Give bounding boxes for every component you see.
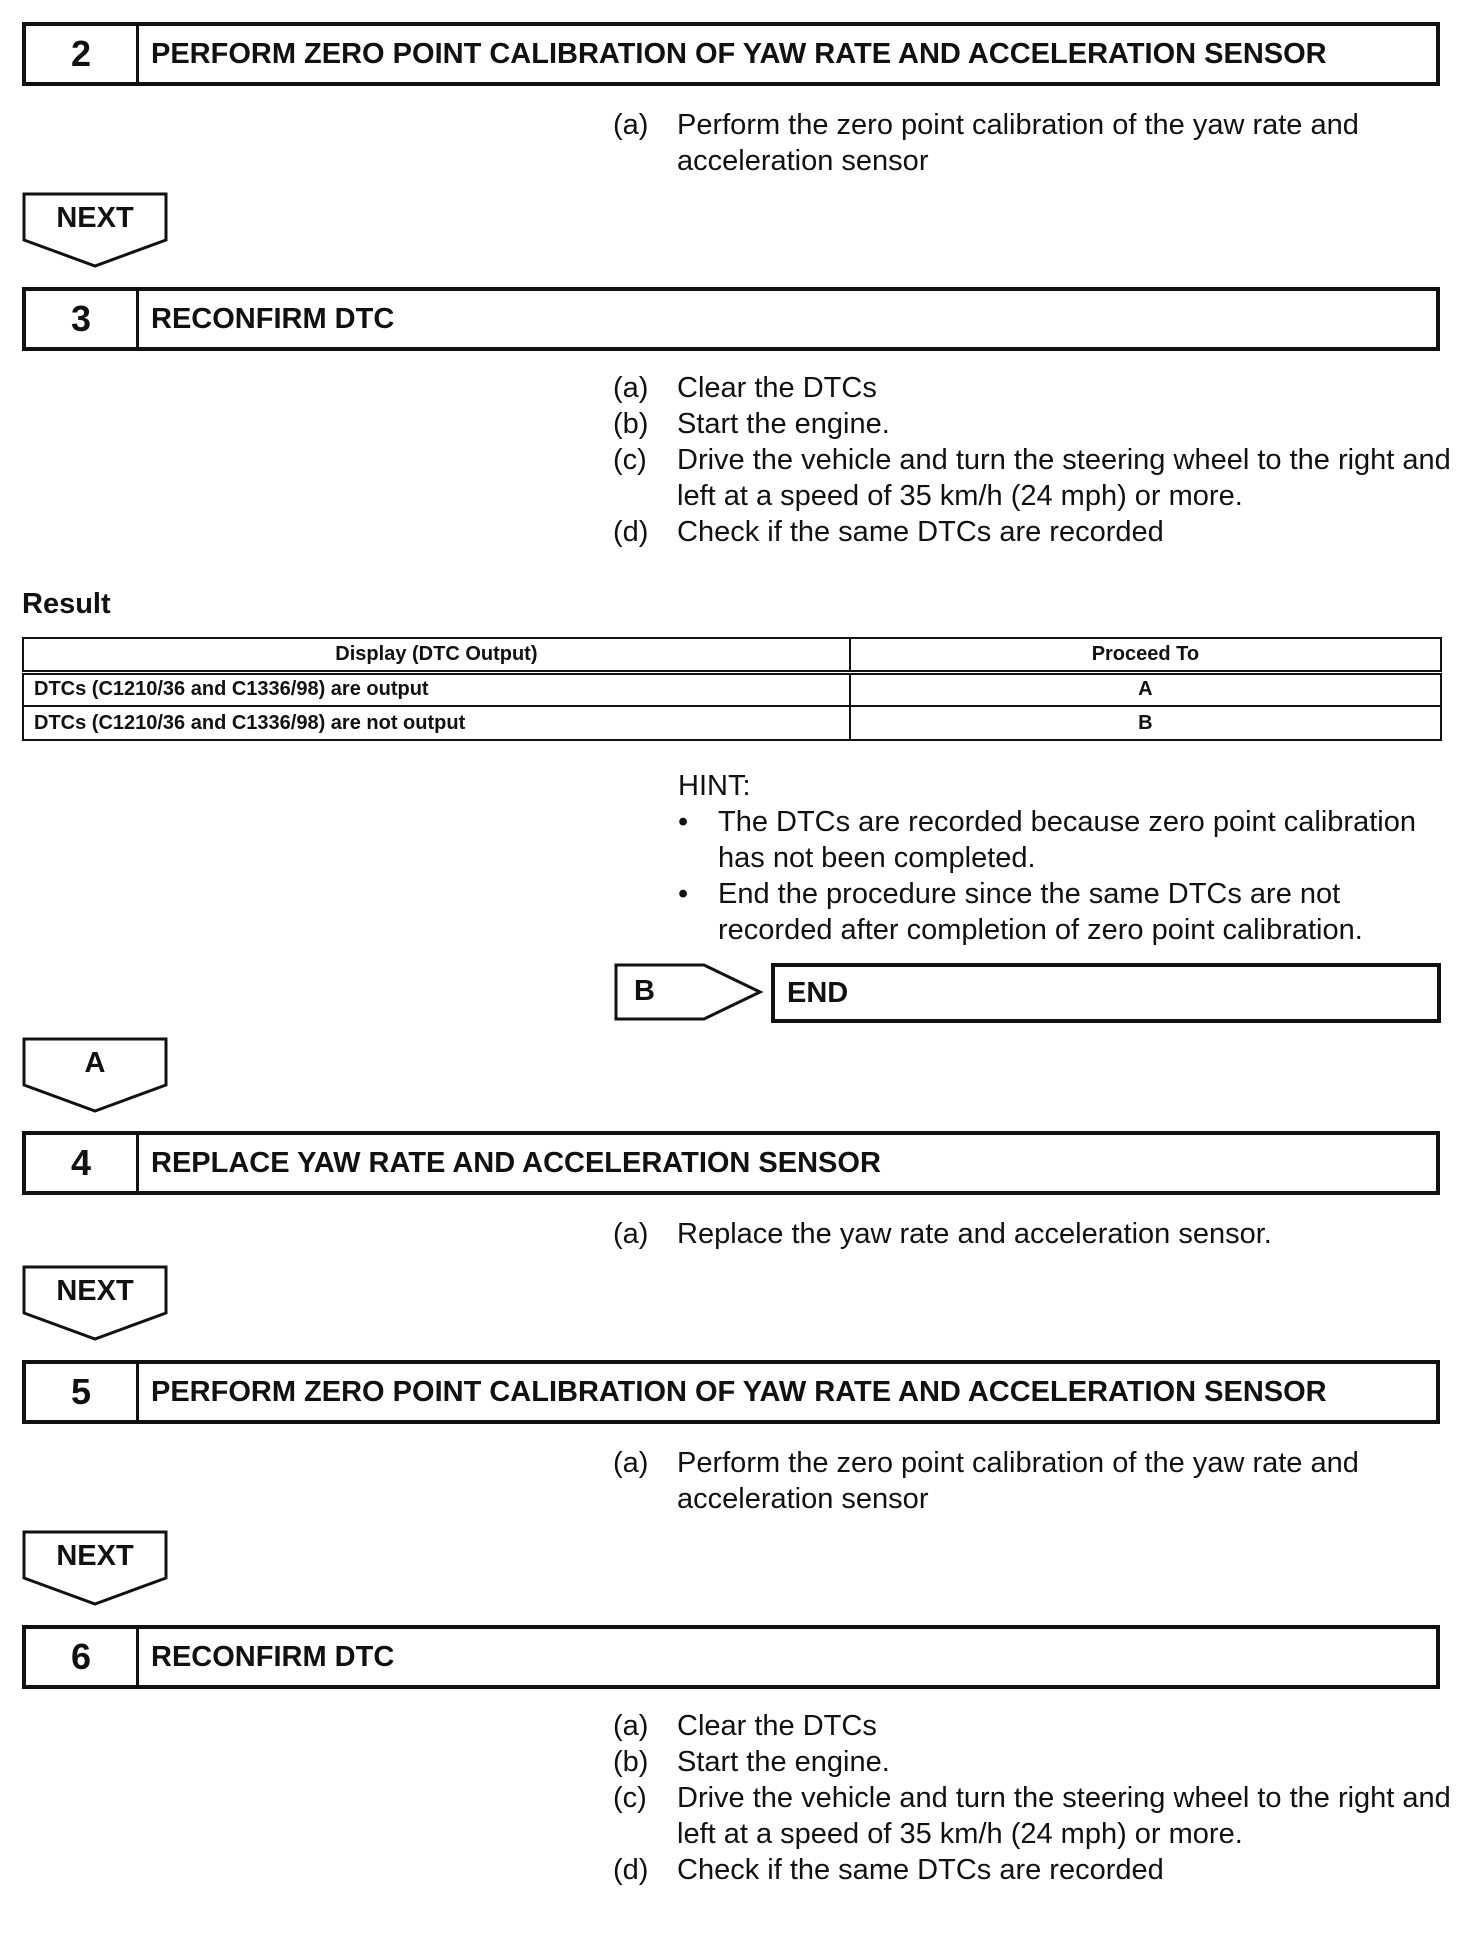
step-6-header	[22, 1625, 1440, 1689]
instruction-label: (c)	[613, 1782, 647, 1814]
instruction-label: (d)	[613, 1854, 649, 1886]
instruction-item	[613, 442, 1453, 514]
step-3-header	[22, 287, 1440, 351]
hint-item	[678, 876, 1458, 948]
step-title: RECONFIRM DTC	[151, 302, 395, 335]
instruction-label: (a)	[613, 109, 649, 141]
instruction-item	[613, 1216, 1453, 1252]
instruction-label: (a)	[613, 1218, 649, 1250]
table-cell: DTCs (C1210/36 and C1336/98) are not output	[23, 706, 850, 740]
instruction-text: Clear the DTCs	[677, 372, 877, 404]
next-label: NEXT	[56, 1540, 134, 1572]
step-number: 2	[26, 26, 139, 82]
instruction-label: (b)	[613, 1746, 649, 1778]
next-flow-arrow	[22, 1265, 168, 1343]
end-box: END	[771, 963, 1441, 1023]
step-4-instructions	[613, 1216, 1453, 1252]
bullet-icon: •	[678, 806, 689, 838]
instruction-label: (a)	[613, 372, 649, 404]
table-header-row	[23, 638, 1441, 672]
step-number: 4	[26, 1135, 139, 1191]
table-row	[23, 672, 1441, 706]
result-a-label: A	[84, 1047, 106, 1079]
step-number: 5	[26, 1364, 139, 1420]
table-cell: B	[850, 706, 1441, 740]
instruction-item	[613, 1852, 1453, 1888]
step-2-instructions	[613, 107, 1453, 179]
result-b-arrow	[614, 962, 764, 1022]
step-4-header	[22, 1131, 1440, 1195]
hint-text: End the procedure since the same DTCs are not recorded after completion of zero point calibration.	[718, 878, 1363, 946]
hint-text: The DTCs are recorded because zero point calibration has not been completed.	[718, 806, 1416, 874]
step-title: PERFORM ZERO POINT CALIBRATION OF YAW RATE AND ACCELERATION SENSOR	[151, 37, 1327, 70]
step-title: PERFORM ZERO POINT CALIBRATION OF YAW RATE AND ACCELERATION SENSOR	[151, 1375, 1327, 1408]
result-a-arrow	[22, 1037, 168, 1115]
instruction-text: Drive the vehicle and turn the steering wheel to the right and left at a speed of 35 km/h (24 mph) or more.	[677, 1782, 1451, 1850]
next-flow-arrow	[22, 192, 168, 270]
instruction-label: (c)	[613, 444, 647, 476]
instruction-text: Clear the DTCs	[677, 1710, 877, 1742]
column-header: Proceed To	[850, 638, 1441, 672]
step-6-instructions	[613, 1708, 1453, 1888]
instruction-item	[613, 1780, 1453, 1852]
instruction-label: (a)	[613, 1710, 649, 1742]
result-b-label: B	[634, 975, 655, 1007]
instruction-label: (a)	[613, 1447, 649, 1479]
instruction-label: (b)	[613, 408, 649, 440]
table-cell: A	[850, 672, 1441, 706]
column-header: Display (DTC Output)	[23, 638, 850, 672]
instruction-text: Drive the vehicle and turn the steering wheel to the right and left at a speed of 35 km/h (24 mph) or more.	[677, 444, 1451, 512]
instruction-item	[613, 406, 1453, 442]
step-number: 3	[26, 291, 139, 347]
step-number: 6	[26, 1629, 139, 1685]
step-3-instructions	[613, 370, 1453, 550]
table-row	[23, 706, 1441, 740]
step-5-instructions	[613, 1445, 1453, 1517]
step-title: REPLACE YAW RATE AND ACCELERATION SENSOR	[151, 1146, 881, 1179]
instruction-item	[613, 514, 1453, 550]
instruction-item	[613, 1445, 1453, 1517]
next-label: NEXT	[56, 1275, 134, 1307]
next-label: NEXT	[56, 202, 134, 234]
instruction-text: Perform the zero point calibration of the yaw rate and acceleration sensor	[677, 109, 1359, 177]
instruction-text: Replace the yaw rate and acceleration sensor.	[677, 1218, 1272, 1250]
bullet-icon: •	[678, 878, 689, 910]
step-title: RECONFIRM DTC	[151, 1640, 395, 1673]
step-5-header	[22, 1360, 1440, 1424]
instruction-text: Start the engine.	[677, 1746, 890, 1778]
hint-item	[678, 804, 1458, 876]
step-2-header	[22, 22, 1440, 86]
instruction-text: Check if the same DTCs are recorded	[677, 1854, 1164, 1886]
instruction-label: (d)	[613, 516, 649, 548]
instruction-item	[613, 107, 1453, 179]
hint-block	[678, 768, 1458, 948]
result-label: Result	[22, 588, 111, 620]
instruction-text: Start the engine.	[677, 408, 890, 440]
instruction-item	[613, 1708, 1453, 1744]
instruction-item	[613, 370, 1453, 406]
next-flow-arrow	[22, 1530, 168, 1608]
result-table	[22, 637, 1442, 741]
instruction-item	[613, 1744, 1453, 1780]
instruction-text: Perform the zero point calibration of the yaw rate and acceleration sensor	[677, 1447, 1359, 1515]
hint-title: HINT:	[678, 770, 751, 802]
table-cell: DTCs (C1210/36 and C1336/98) are output	[23, 672, 850, 706]
instruction-text: Check if the same DTCs are recorded	[677, 516, 1164, 548]
